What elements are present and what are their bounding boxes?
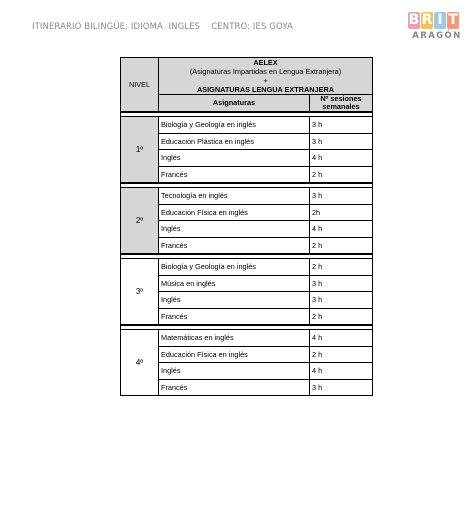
sessions-cell: 2 h xyxy=(310,346,373,363)
sessions-cell: 2 h xyxy=(310,166,373,183)
subject-cell: Tecnología en inglés xyxy=(159,188,310,205)
sessions-cell: 2 h xyxy=(310,237,373,254)
table-row xyxy=(121,292,373,309)
table-row xyxy=(121,237,373,254)
sessions-cell: 3 h xyxy=(310,117,373,134)
logo-letter: T xyxy=(448,12,458,28)
sessions-cell: 2 h xyxy=(310,308,373,325)
logo-letter: I xyxy=(434,12,446,29)
logo-letter: R xyxy=(421,12,433,28)
col-header-asignaturas: Asignaturas xyxy=(159,95,310,113)
table-row xyxy=(121,117,373,134)
table-row xyxy=(121,308,373,325)
sessions-cell: 3 h xyxy=(310,379,373,396)
logo-subtitle: ARAGÓN xyxy=(412,31,462,41)
logo-letter: B xyxy=(408,12,420,28)
subject-cell: Inglés xyxy=(159,292,310,309)
subject-cell: Biología y Geología en inglés xyxy=(159,117,310,134)
subject-cell: Matemáticas en inglés xyxy=(159,330,310,347)
table-row xyxy=(121,150,373,167)
level-cell: 2º xyxy=(121,188,159,255)
title-line: + xyxy=(263,76,268,85)
table-row xyxy=(121,379,373,396)
subject-cell: Inglés xyxy=(159,221,310,238)
sessions-cell: 3 h xyxy=(310,188,373,205)
level-cell: 1º xyxy=(121,117,159,184)
subject-cell: Francés xyxy=(159,308,310,325)
table-row xyxy=(121,275,373,292)
column-header-row xyxy=(121,95,373,113)
table-row xyxy=(121,363,373,380)
level-cell: 3º xyxy=(121,259,159,326)
title-line: (Asignaturas Impartidas en Lengua Extranjera) xyxy=(189,67,342,76)
table-row xyxy=(121,221,373,238)
sessions-cell: 2h xyxy=(310,204,373,221)
sessions-cell: 4 h xyxy=(310,330,373,347)
nivel-header: NIVEL xyxy=(121,58,159,113)
level-cell: 4º xyxy=(121,330,159,396)
subject-cell: Francés xyxy=(159,379,310,396)
subjects-table xyxy=(120,57,373,396)
header-title: ITINERARIO BILINGÜE: IDIOMA INGLES CENTRO: IES GOYA xyxy=(32,22,293,32)
subject-cell: Inglés xyxy=(159,363,310,380)
subject-cell: Francés xyxy=(159,237,310,254)
title-line: AELEX xyxy=(253,58,278,67)
sessions-cell: 4 h xyxy=(310,150,373,167)
table-row xyxy=(121,188,373,205)
subject-cell: Educación Plástica en inglés xyxy=(159,133,310,150)
sessions-cell: 3 h xyxy=(310,275,373,292)
subject-cell: Educación Física en inglés xyxy=(159,346,310,363)
title-line: ASIGNATURAS LENGUA EXTRANJERA xyxy=(196,85,335,94)
subject-cell: Biología y Geología en inglés xyxy=(159,259,310,276)
sessions-cell: 4 h xyxy=(310,363,373,380)
table-row xyxy=(121,204,373,221)
table-row xyxy=(121,133,373,150)
sessions-cell: 2 h xyxy=(310,259,373,276)
subject-cell: Inglés xyxy=(159,150,310,167)
sessions-cell: 3 h xyxy=(310,292,373,309)
table-row xyxy=(121,330,373,347)
table-row xyxy=(121,259,373,276)
table-header-row xyxy=(121,58,373,95)
subject-cell: Música en inglés xyxy=(159,275,310,292)
brit-aragon-logo xyxy=(408,12,466,46)
table-row xyxy=(121,166,373,183)
sessions-cell: 4 h xyxy=(310,221,373,238)
col-header-sesiones: Nº sesiones semanales xyxy=(310,95,373,113)
sessions-cell: 3 h xyxy=(310,133,373,150)
table-title xyxy=(159,58,373,95)
logo-letters xyxy=(408,12,466,29)
table-row xyxy=(121,346,373,363)
subject-cell: Francés xyxy=(159,166,310,183)
subject-cell: Educación Física en inglés xyxy=(159,204,310,221)
